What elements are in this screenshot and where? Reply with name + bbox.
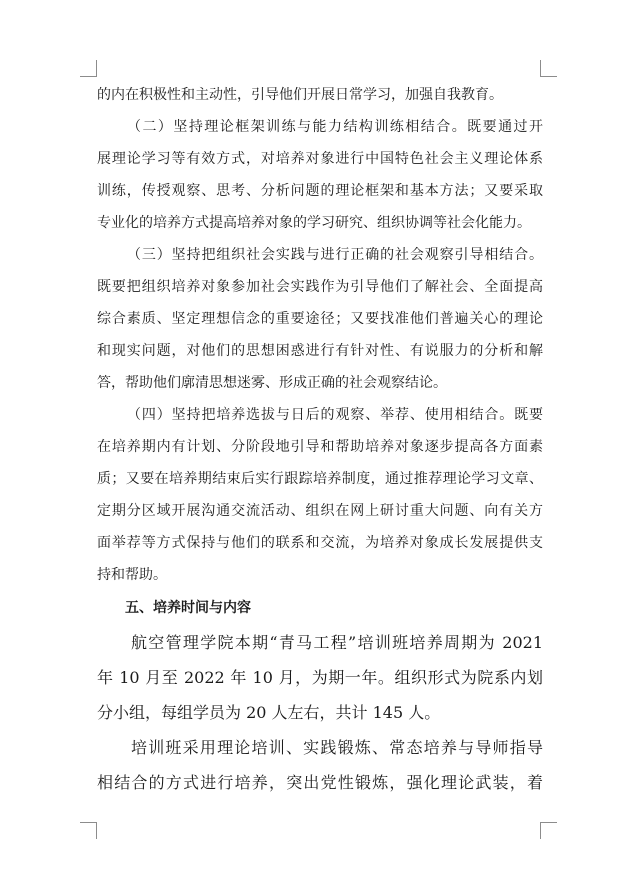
text-line: 培训班采用理论培训、实践锻炼、常态培养与导师指导 <box>131 738 543 757</box>
text-line: 综合素质、坚定理想信念的重要途径；又要找准他们普遍关心的理论 <box>97 311 543 327</box>
margin-corner-mark <box>80 822 97 839</box>
text-line: 在培养期内有计划、分阶段地引导和帮助培养对象逐步提高各方面素 <box>97 439 543 455</box>
text-line: 和现实问题，对他们的思想困惑进行有针对性、有说服力的分析和解 <box>97 343 543 359</box>
text-line: （四）坚持把培养选拔与日后的观察、举荐、使用相结合。既要 <box>127 407 543 423</box>
margin-corner-mark <box>540 60 557 77</box>
text-line: 定期分区域开展沟通交流活动、组织在网上研讨重大问题、向有关方 <box>97 503 543 519</box>
text-line: 分小组，每组学员为 20 人左右，共计 145 人。 <box>97 703 441 722</box>
text-line: 航空管理学院本期“青马工程”培训班培养周期为 2021 <box>131 633 543 652</box>
document-body <box>97 79 543 800</box>
text-line: 面举荐等方式保持与他们的联系和交流，为培养对象成长发展提供支 <box>97 535 543 551</box>
text-line: 质；又要在培养期结束后实行跟踪培养制度，通过推荐理论学习文章、 <box>97 471 543 487</box>
text-line: 既要把组织培养对象参加社会实践作为引导他们了解社会、全面提高 <box>97 279 543 295</box>
text-line: 训练，传授观察、思考、分析问题的理论框架和基本方法；又要采取 <box>97 183 543 199</box>
text-line: 持和帮助。 <box>97 567 167 583</box>
text-line: 相结合的方式进行培养，突出党性锻炼，强化理论武装，着 <box>97 773 543 792</box>
margin-corner-mark <box>540 822 557 839</box>
section-heading: 五、培养时间与内容 <box>125 600 251 616</box>
text-line: 专业化的培养方式提高培养对象的学习研究、组织协调等社会化能力。 <box>97 215 531 231</box>
text-line: （二）坚持理论框架训练与能力结构训练相结合。既要通过开 <box>127 119 543 135</box>
text-line: 答，帮助他们廓清思想迷雾、形成正确的社会观察结论。 <box>97 375 447 391</box>
text-line: 展理论学习等有效方式，对培养对象进行中国特色社会主义理论体系 <box>97 151 543 167</box>
text-line: 年 10 月至 2022 年 10 月，为期一年。组织形式为院系内划 <box>97 668 543 687</box>
margin-corner-mark <box>80 60 97 77</box>
text-line: （三）坚持把组织社会实践与进行正确的社会观察引导相结合。 <box>127 247 543 263</box>
text-line: 的内在积极性和主动性，引导他们开展日常学习，加强自我教育。 <box>97 87 503 103</box>
